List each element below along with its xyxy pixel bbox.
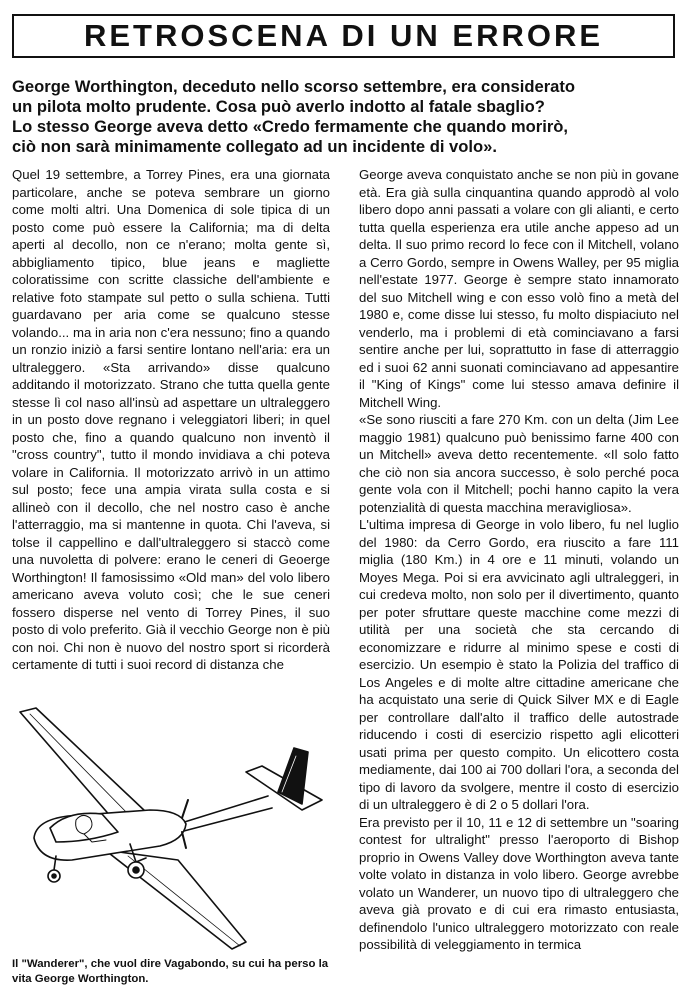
body-paragraph: L'ultima impresa di George in volo libero, fu nel luglio del 1980: da Cerro Gordo, era riuscito a fare 111 miglia (180 Km.) in 4 ore e 11 minuti, volando un Moyes Mega. Poi si era avvicinato agli ultraleggeri, in cui credeva molto, non solo per il divertimento, quanto per poter sfruttare queste macchine come mezzi di utilità per una società che sta cercando di economizzare e ridurre al minimo spese e costi di esercizio. Un esempio è stato la Polizia del traffico di Los Angeles e di molte altre cittadine americane che ha acquistato una serie di Quick Silver MX e di Eagle per controllare dall'alto il traffico delle autostrade riducendo i costi di esercizio rispetto agli elicotteri usati prima per questo compito. Un elicottero costa mediamente, dai 100 ai 700 dollari l'ora, a seconda del tipo di lavoro da svolgere, mentre il costo di esercizio di un ultraleggero è di 2 o 5 dollari l'ora. (359, 517, 679, 812)
body-paragraph: Era previsto per il 10, 11 e 12 di settembre un "soaring contest for ultralight" presso l'aeroporto di Bishop proprio in Owens Valley dove Worthington aveva tante volte volato in distanza in volo libero. George avrebbe volato un Wanderer, un nuovo tipo di ultraleggero che aveva già provato e di cui era rimasto entusiasta, definendolo l'unico ultraleggero motorizzato con reale possibilità di veleggiamento in termica (359, 814, 679, 952)
body-paragraph: Quel 19 settembre, a Torrey Pines, era una giornata particolare, anche se poteva sembrare un giorno come molti altri. Una Domenica di sole tipica di un posto come può essere la California; ma di delta aperti al decollo, non ce n'erano; molta gente sì, abbigliamento tipico, blue jeans e magliette coloratissime con scritte classiche dell'ambiente e relative foto stampate sul petto o sulla schiena. Tutti guardavano per aria come se qualcuno stesse volando... ma in aria non c'era nessuno; fino a quando un ronzio iniziò a farsi sentire lontano nell'aria: era un ultraleggero. «Sta arrivando» disse qualcuno additando il motorizzato. Strano che tutta quella gente stesse lì col naso all'insù ad aspettare un ultraleggero in un posto dove regnano i veleggiatori liberi; in quel posto che, fino a quando qualcuno non inventò il "cross country", tutto il mondo invidiava a chi poteva volare in California. Il motorizzato arrivò in un attimo sul posto; fece una ampia virata sulla costa e si allineò con il decollo, che nel nostro caso è anche l'atterraggio, ma si mantenne in quota. Chi l'aveva, si tolse il cappellino e dall'ultraleggero si staccò come una nuvoletta di polvere: erano le ceneri di Geoerge Worthington! Il famosissimo «Old man» del volo libero americano aveva voluto così; che le sue ceneri fossero disperse nel vento di Torrey Pines, il suo posto di volo preferito. Già il vecchio George non è più con noi. Chi non è nuovo del nostro sport si ricorderà certamente di tutti i suoi record di distanza che (12, 167, 330, 672)
upper-wing (20, 708, 146, 818)
article-title: RETROSCENA DI UN ERRORE (83, 18, 604, 53)
body-paragraph: «Se sono riusciti a fare 270 Km. con un delta (Jim Lee maggio 1981) qualcuno può benissimo farne 400 con un Mitchell» aveva detto recentemente. «Il solo fatto che ciò non sia ancora successo, è solo perché poca gente vola con il Mitchell; pochi hanno capito la vera potenzialità di questa macchina meravigliosa». (359, 412, 679, 515)
illustration-caption: Il "Wanderer", che vuol dire Vagabondo, su cui ha perso la vita George Worthington. (12, 958, 329, 985)
ultralight-aircraft-drawing (10, 700, 332, 956)
lead-line: ciò non sarà minimamente collegato ad un incidente di volo». (12, 137, 498, 156)
title-box (12, 14, 675, 58)
left-column (12, 166, 330, 674)
right-column (359, 166, 679, 954)
article-lead (12, 77, 678, 157)
lead-line: George Worthington, deceduto nello scorso settembre, era considerato (12, 77, 576, 96)
lead-line: Lo stesso George aveva detto «Credo fermamente che quando morirò, (12, 117, 569, 136)
body-paragraph: George aveva conquistato anche se non più in govane età. Era già sulla cinquantina quando approdò al volo libero dopo anni passati a volare con gli alianti, e certo tutta quella esperienza era utile anche appeso ad un delta. Il suo primo record lo fece con il Mitchell, volano a Cerro Gordo, sempre in Owens Walley, per 95 miglia nell'estate 1977. George è sempre stato innamorato del suo Mitchell wing e con esso volò fino a metà del 1980 e, come disse lui stesso, fu molto dispiaciuto nel venderlo, ma i problemi di età cominciavano a farsi sentire anche per lui, soprattutto in fase di atterraggio ed i suoi 62 anni suonati cominciavano ad appesantire il "King of Kings" come lui stesso amava definire il Mitchell Wing. (359, 167, 679, 410)
lead-line: un pilota molto prudente. Cosa può averlo indotto al fatale sbaglio? (12, 97, 545, 116)
tail-boom (178, 796, 272, 832)
